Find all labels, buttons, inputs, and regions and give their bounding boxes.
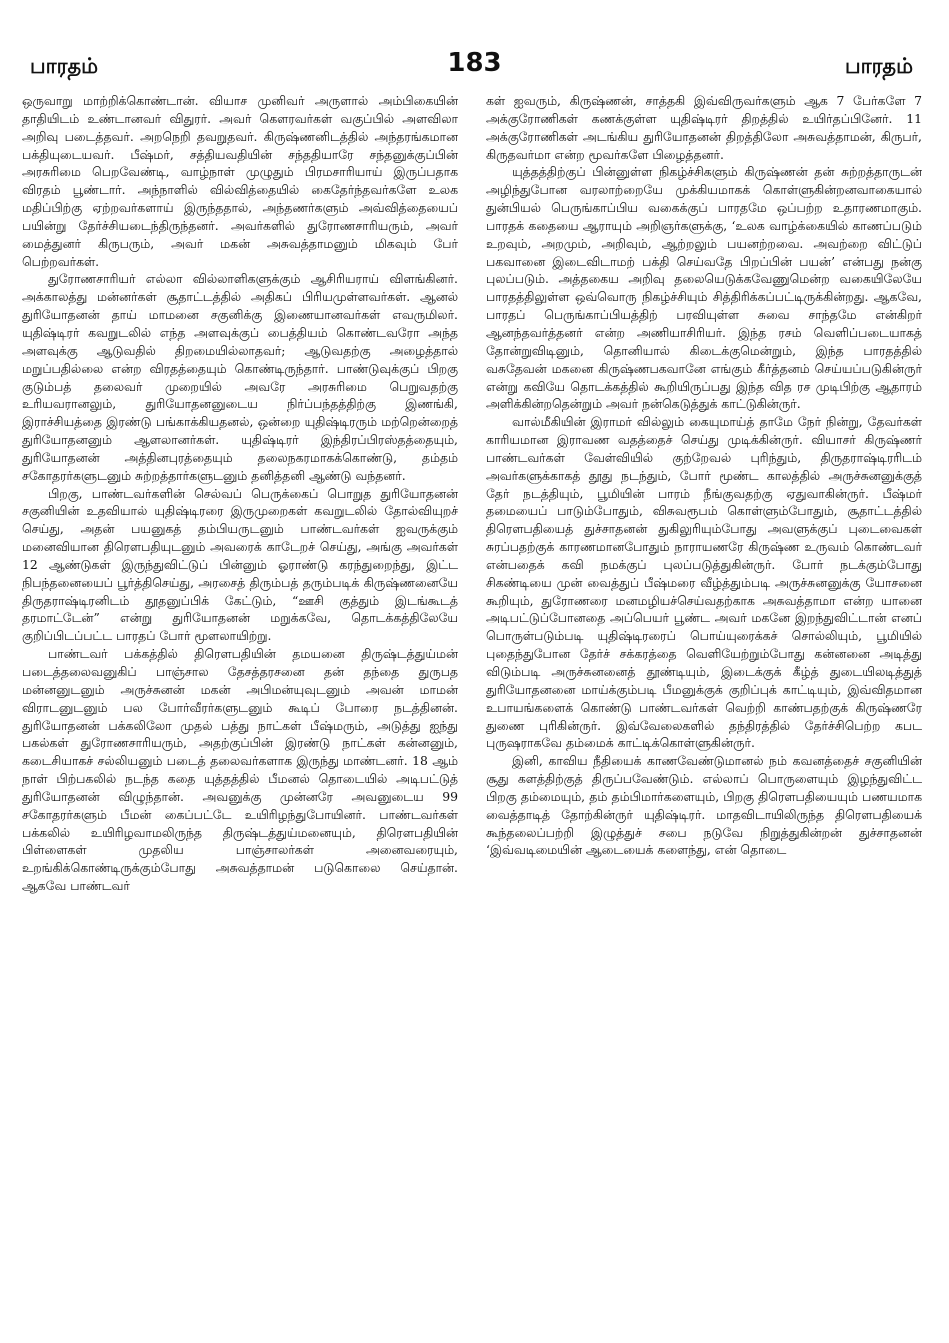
left-column [22,92,458,1332]
paragraph: துரோணசாரியர் எல்லா வில்லாளிகளுக்கும் ஆசிரியராய் விளங்கினர். அக்காலத்து மன்னர்கள் சூதாட்டத்தில் அதிகப் பிரியமுள்ளவர்கள். ஆனல் துரியோதனன் தாய் மாமனை சகுனிக்கு இணையானவர்கள் எவருமிலர். யுதிஷ்டிரர் கவறுடலில் எந்த அளவுக்குப் பைத்தியம் கொண்டவரோ அந்த அளவுக்கு ஆடுவதில் திறமையில்லாதவர்; ஆடுவதற்கு அழைத்தால் மறுப்பதில்லை என்ற விரதத்தையும் கொண்டிருந்தார். பாண்டுவுக்குப் பிறகு குடும்பத் தலைவர் முறையில் அவரே அரசுரிமை பெறுவதற்கு உரியவரானலும், துரியோதனனுடைய நிர்ப்பந்தத்திற்கு இணங்கி, இராச்சியத்தை இரண்டு பங்காக்கியதனல், ஒன்றை யுதிஷ்டிரரும் மற்றென்றைத் துரியோதனனும் ஆளலானர்கள். யுதிஷ்டிரர் இந்திரப்பிரஸ்தத்தையும், துரியோதனன் அத்தினபுரத்தையும் தலைநகரமாகக்கொண்டு, தம்தம் சகோதரர்களுடனும் சுற்றத்தார்களுடனும் தனித்தனி ஆண்டு வந்தனர். [22,271,458,483]
paragraph: இனி, காவிய நீதியைக் காணவேண்டுமானல் நம் கவனத்தைச் சகுனியின் சூது களத்திற்குத் திருப்பவேண்டும். எல்லாப் பொருளையும் இழந்துவிட்ட பிறகு தம்மையும், தம் தம்பிமார்களையும், பிறகு திரௌபதியையும் பணயமாக வைத்தாடித் தோற்கின்ருர் யுதிஷ்டிரர். மாதவிடாயிலிருந்த திரௌபதியைக் கூந்தலைப்பற்றி இழுத்துச் சபை நடுவே நிறுத்துகின்றன் துச்சாதனன் ‘இவ்வடிமையின் ஆடையைக் களைந்து, என் தொடை [486,753,922,858]
right-column [486,92,922,1332]
running-head-left: பாரதம் [30,54,99,78]
paragraph: பாண்டவர் பக்கத்தில் திரௌபதியின் தமயனை திருஷ்டத்துய்மன் படைத்தலைவனுகிப் பாஞ்சால தேசத்தரசனை தன் தந்தை துருபத மன்னனுடனும் அருச்சுனன் மகன் அபிமன்யுவுடனும் அவன் மாமன் விராடனுடனும் பல போர்வீரர்களுடனும் கூடிப் போரை நடத்தினன். துரியோதனன் பக்கலிலோ முதல் பத்து நாட்கள் பீஷ்மரும், அடுத்து ஐந்து பகல்கள் துரோணசாரியரும், அதற்குப்பின் இரண்டு நாட்கள் கன்னனும், கடைசியாகச் சல்லியனும் படைத் தலைவர்களாக இருந்து மாண்டனர். 18 ஆம் நாள் பிற்பகலில் நடந்த கதை யுத்தத்தில் பீமனல் தொடையில் அடிபட்டுத் துரியோதனன் விழுந்தான். அவனுக்கு முன்னரே அவனுடைய 99 சகோதரர்களும் பீமன் கைப்பட்டே உயிரிழந்துபோயினர். பாண்டவர்கள் பக்கலில் உயிரிழவாமலிருந்த திருஷ்டத்துய்மனையும், திரௌபதியின் பிள்ளைகள் முதலிய பாஞ்சாலர்கள் அனைவரையும், உறங்கிக்கொண்டிருக்கும்போது அசுவத்தாமன் படுகொலை செய்தான். ஆகவே பாண்டவர் [22,646,458,894]
paragraph: வால்மீகியின் இராமர் வில்லும் கையுமாய்த் தாமே நேர் நின்று, தேவர்கள் காரியமான இராவண வதத்தைச் செய்து முடிக்கின்ருர். வியாசர் கிருஷ்ணர் பாண்டவர்கள் வேள்வியில் குற்றேவல் புரிந்தும், திருதராஷ்டிரரிடம் அவர்களுக்காகத் தூது நடந்தும், போர் மூண்ட காலத்தில் அருச்சுனனுக்குத் தேர் நடத்தியும், பூமியின் பாரம் நீங்குவதற்கு ஏதுவாகின்ருர். பீஷ்மர் தமையைப் பாடும்போதும், விசுவரூபம் கொள்ளும்போதும், சூதாட்டத்தில் திரௌபதியைத் துச்சாதனன் துகிலுரியும்போது அவளுக்குப் புடைவைகள் சுரப்பதற்குக் காரணமானபோதும் நாராயணரே கிருஷ்ண உருவம் கொண்டவர் என்பதைக் கவி நமக்குப் புலப்படுத்துகின்ருர். போர் நடக்கும்போது சிகண்டியை முன் வைத்துப் பீஷ்மரை வீழ்த்தும்படி அருச்சுனனுக்கு யோசனை கூறியும், துரோணரை மனமழியச்செய்வதற்காக அசுவத்தாமா என்ற யானை அடிபட்டுப்போனதை அப்பெயர் பூண்ட அவர் மகனே இறந்துவிட்டான் எனப் பொருள்படும்படி யுதிஷ்டிரரைப் பொய்யுரைக்கச் சொல்லியும், பூமியில் புதைந்துபோன தேர்ச் சக்கரத்தை வெளியேற்றும்போது கன்னனை அடித்து விடும்படி அருச்சுனனைத் தூண்டியும், இடைக்குக் கீழ்த் துடையிலடித்துத் துரியோதனனை மாய்க்கும்படி பீமனுக்குக் குறிப்புக் காட்டியும், இவ்விதமான உபாயங்களைக் கொண்டு பாண்டவர்கள் வெற்றி காண்பதற்குக் கிருஷ்ணரே துணை புரிகின்ருர். இவ்வேலைகளில் தந்திரத்தில் தேர்ச்சிபெற்ற கபட புருஷராகவே தம்மைக் காட்டிக்கொள்ளுகின்ருர். [486,414,922,751]
page-number: 183 [447,48,502,78]
paragraph: பிறகு, பாண்டவர்களின் செல்வப் பெருக்கைப் பொறுத துரியோதனன் சகுனியின் உதவியால் யுதிஷ்டிரரை இருமுறைகள் கவறுடலில் தோல்வியுறச் செய்து, அதன் பயனுகத் தம்பியருடனும் பாண்டவர்கள் ஐவருக்கும் மனைவியான திரௌபதியுடனும் அவரைக் காடேறச் செய்து, அங்கு அவர்கள் 12 ஆண்டுகள் இருந்துவிட்டுப் பின்னும் ஓராண்டு கரந்துறைந்து, இட்ட நிபந்தனையைப் பூர்த்திசெய்து, அரசைத் திரும்பத் தரும்படிக் கிருஷ்ணனையே திருதராஷ்டிரனிடம் தூதனுப்பிக் கேட்டும், “ஊசி குத்தும் இடங்கூடத் தரமாட்டேன்” என்று துரியோதனன் மறுக்கவே, தொடக்கத்திலேயே குறிப்பிடப்பட்ட பாரதப் போர் மூளலாயிற்று. [22,485,458,644]
running-head-right: பாரதம் [844,54,913,78]
paragraph: ஒருவாறு மாற்றிக்கொண்டான். வியாச முனிவர் அருளால் அம்பிகையின் தாதியிடம் உண்டானவர் விதுரர். அவர் கௌரவர்கள் வகுப்பில் அளவிலா அறிவு படைத்தவர். அறநெறி தவறுதவர். கிருஷ்ணனிடத்தில் அந்தரங்கமான பக்தியுடையவர். பீஷ்மர், சத்தியவதியின் சந்ததியாரே சந்தனுக்குப்பின் அரசுரிமை பெறவேண்டி, வாழ்நாள் முழுதும் பிரமசாரியாய் இருப்பதாக விரதம் பூண்டார். அந்நாளில் வில்வித்தையில் கைதேர்ந்தவர்களே உலக மதிப்பிற்கு ஏற்றவர்களாய் இருந்ததால், அந்தணர்களும் அவ்வித்தையைப் பயின்று தேர்ச்சியடைந்திருந்தனர். அவர்களில் துரோணசாரியரும், அவர் மைத்துனர் கிருபரும், அவர் மகன் அசுவத்தாமனும் மிகவும் பேர் பெற்றவர்கள். [22,93,458,269]
page-header [0,0,949,90]
paragraph: கள் ஐவரும், கிருஷ்ணன், சாத்தகி இவ்விருவர்களும் ஆக 7 பேர்களே 7 அக்குரோணிகள் கணக்குள்ள யுதிஷ்டிரர் திறத்தில் உயிர்தப்பினேர். 11 அக்குரோணிகள் அடங்கிய துரியோதனன் திறத்திலோ அசுவத்தாமன், கிருபர், கிருதவர்மா என்ற மூவர்களே பிழைத்தனர். [486,93,922,162]
paragraph: யுத்தத்திற்குப் பின்னுள்ள நிகழ்ச்சிகளும் கிருஷ்ணன் தன் சுற்றத்தாருடன் அழிந்துபோன வரலாற்றையே முக்கியமாகக் கொள்ளுகின்றனவாகையால் துன்பியல் பெருங்காப்பிய வகைக்குப் பாரதமே ஒப்பற்ற உதாரணமாகும். பாரதக் கதையை ஆராயும் அறிஞர்களுக்கு, ‘உலக வாழ்க்கையில் காணப்படும் உறவும், அறமும், அறிவும், ஆற்றலும் பயனற்றவை. அவற்றை விட்டுப் பகவானை இடைவிடாமற் பக்தி செய்வதே பிறப்பின் பயன்’ என்பது நன்கு புலப்படும். அத்தகைய அறிவு தலையெடுக்கவேணுமென்ற வகையிலேயே பாரதத்திலுள்ள ஒவ்வொரு நிகழ்ச்சியும் சித்திரிக்கப்பட்டிருக்கின்றது. ஆகவே, பாரதப் பெருங்காப்பியத்திற் பரவியுள்ள சுவை சாந்தமே என்கிறர் ஆனந்தவர்த்தனர் என்ற அணியாசிரியர். இந்த ரசம் வெளிப்படையாகத் தோன்றுவிடினும், தொனியால் கிடைக்குமென்றும், இந்த பாரதத்தில் வசுதேவன் மகனை கிருஷ்ணபகவானே எங்கும் கீர்த்தனம் செய்யப்படுகின்ருர் என்று கவியே தொடக்கத்தில் கூறியிருப்பது இந்த வித ரச முடிபிற்கு ஆதாரம் அளிக்கின்றதென்றும் அவர் நன்கெடுத்துக் காட்டுகின்ருர். [486,164,922,412]
